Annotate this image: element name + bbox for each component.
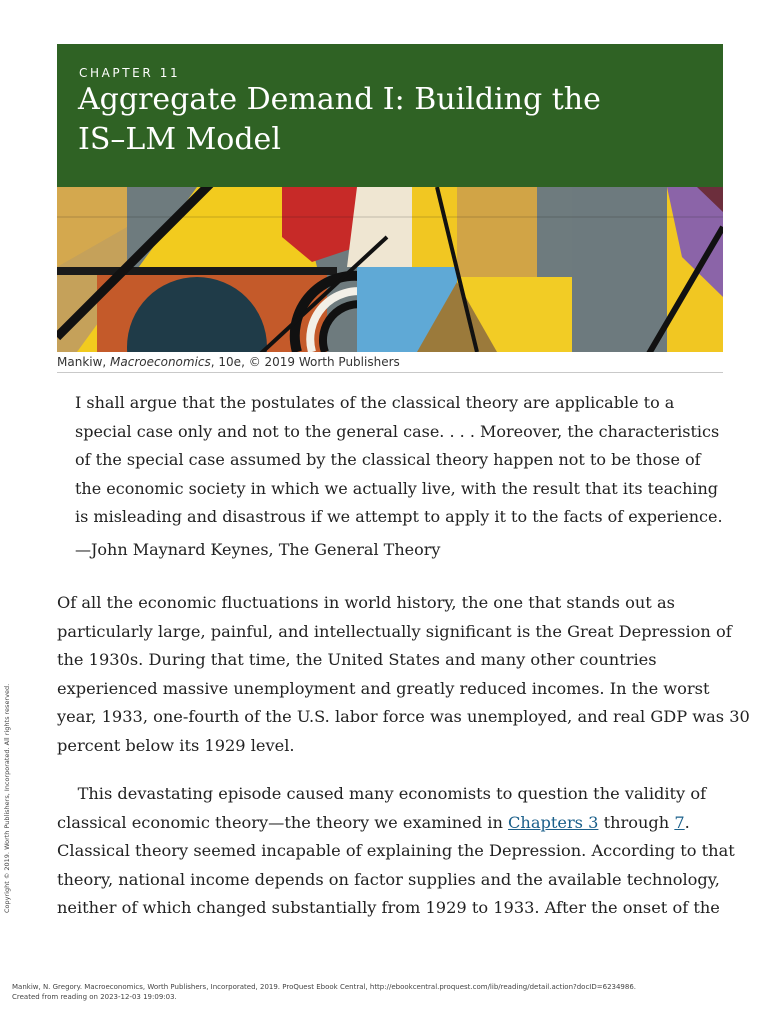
footer-created: Created from reading on 2023-12-03 19:09:03. bbox=[12, 993, 177, 1001]
caption-publisher: , 10e, © 2019 Worth Publishers bbox=[210, 355, 400, 369]
chapter-title-line-2: IS–LM Model bbox=[78, 122, 281, 157]
paragraph-line: theory, national income depends on factor supplies and the available technology, bbox=[57, 869, 720, 889]
paragraph-line: percent below its 1929 level. bbox=[57, 735, 295, 755]
epigraph-line: of the special case assumed by the classical theory happen not to be those of bbox=[75, 450, 701, 469]
paragraph-2 bbox=[57, 780, 735, 923]
chapters-3-link[interactable]: Chapters 3 bbox=[508, 812, 599, 832]
paragraph-line: year, 1933, one-fourth of the U.S. labor force was unemployed, and real GDP was 30 bbox=[57, 707, 750, 726]
page-footer bbox=[12, 982, 636, 1002]
paragraph-line: neither of which changed substantially from 1929 to 1933. After the onset of the bbox=[57, 898, 720, 917]
chapter-header bbox=[57, 44, 723, 187]
chapter-label: CHAPTER 11 bbox=[79, 66, 181, 80]
caption-author: Mankiw, bbox=[57, 355, 111, 369]
paragraph-line: Classical theory seemed incapable of explaining the Depression. According to that bbox=[57, 841, 735, 860]
caption-book-title: Macroeconomics bbox=[110, 355, 211, 369]
chapter-title bbox=[78, 80, 698, 160]
paragraph-line: experienced massive unemployment and greatly reduced incomes. In the worst bbox=[57, 678, 710, 698]
epigraph-line: is misleading and disastrous if we attempt to apply it to the facts of experience. bbox=[75, 507, 723, 526]
epigraph-attribution: —John Maynard Keynes, The General Theory bbox=[75, 540, 441, 559]
epigraph-quote bbox=[75, 389, 723, 532]
chapter-7-link[interactable]: 7 bbox=[674, 812, 685, 832]
paragraph-text: classical economic theory—the theory we examined in bbox=[57, 812, 509, 832]
epigraph-line: the economic society in which we actually live, with the result that its teaching bbox=[75, 478, 719, 498]
paragraph-line: the 1930s. During that time, the United States and many other countries bbox=[57, 650, 657, 669]
paragraph-line-with-links bbox=[57, 809, 723, 838]
footer-citation: Mankiw, N. Gregory. Macroeconomics, Worth Publishers, Incorporated, 2019. ProQuest Ebook Central, http://ebookcentral.proquest.com/lib/reading/detail.action?docID=6234986. bbox=[12, 983, 637, 991]
paragraph-text: through bbox=[598, 812, 675, 832]
epigraph-line: special case only and not to the general case. . . . Moreover, the characteristics bbox=[75, 421, 720, 441]
paragraph-line: Of all the economic fluctuations in world history, the one that stands out as bbox=[57, 593, 675, 612]
paragraph-line: particularly large, painful, and intellectually significant is the Great Depression of bbox=[57, 621, 732, 641]
image-caption bbox=[57, 355, 723, 373]
side-copyright-notice: Copyright © 2019. Worth Publishers, Incorporated. All rights reserved. bbox=[3, 683, 11, 913]
abstract-art-image bbox=[57, 187, 723, 352]
chapter-title-line-1: Aggregate Demand I: Building the bbox=[78, 82, 601, 117]
paragraph-1 bbox=[57, 589, 750, 760]
paragraph-text: . bbox=[684, 812, 690, 832]
epigraph-line: I shall argue that the postulates of the classical theory are applicable to a bbox=[75, 393, 675, 412]
paragraph-line: This devastating episode caused many economists to question the validity of bbox=[57, 784, 707, 803]
abstract-art-banner bbox=[57, 187, 723, 352]
